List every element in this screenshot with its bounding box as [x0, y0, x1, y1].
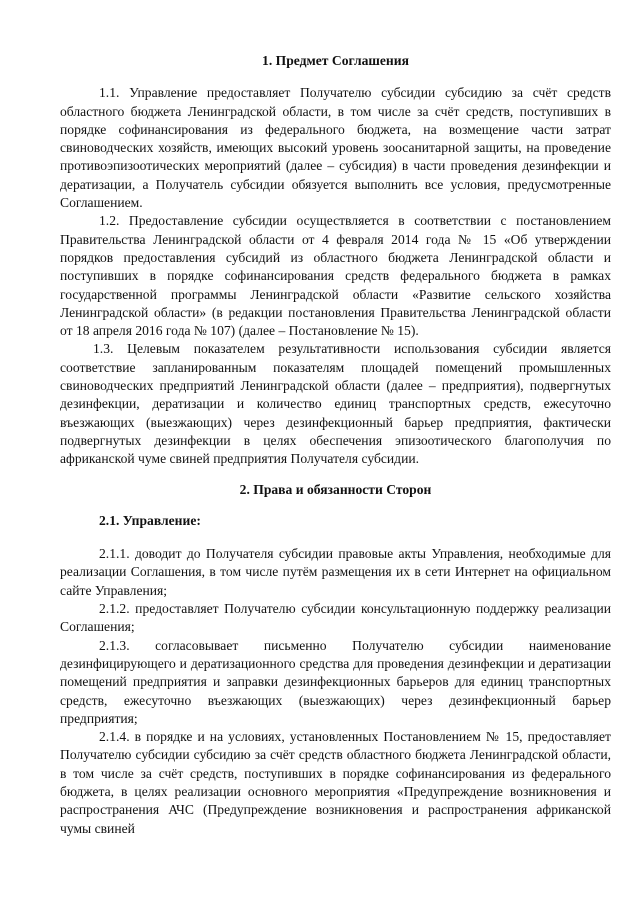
section-1-title: 1. Предмет Соглашения	[262, 53, 409, 68]
clause-2-1-3: 2.1.3. согласовывает письменно Получателю субсидии наименование дезинфицирующего и дератизационного средства для проведения дезинфекции и дератизации помещений предприятия и заправки дезинфекционных барьеров для единиц транспортных средств, ежесуточно въезжающих (выезжающих) через дезинфекционный барьер предприятия;	[60, 637, 611, 726]
document-page	[60, 52, 611, 838]
clause-2-1-2: 2.1.2. предоставляет Получателю субсидии консультационную поддержку реализации Соглашения;	[60, 601, 611, 635]
clause-2-1-4: 2.1.4. в порядке и на условиях, установленных Постановлением № 15, предоставляет Получателю субсидии субсидию за счёт средств областного бюджета Ленинградской области, в том числе за счёт средств, поступивших в порядке софинансирования из федерального бюджета, в целях реализации основного мероприятия «Предупреждение возникновения и распространения АЧС (Предупреждение возникновения и распространения африканской чумы свиней	[60, 729, 611, 836]
clause-1-1: 1.1. Управление предоставляет Получателю субсидии субсидию за счёт средств областного бюджета Ленинградской области, в том числе за счёт средств, поступивших в порядке софинансирования из федерального бюджета, на возмещение части затрат свиноводческих хозяйств, имеющих высокий уровень зоосанитарной защиты, на проведение противоэпизоотических мероприятий (далее – субсидия) в части проведения дезинфекции и дератизации, а Получатель субсидии обязуется выполнить все условия, предусмотренные Соглашением.	[60, 85, 611, 211]
clause-2-1-1: 2.1.1. доводит до Получателя субсидии правовые акты Управления, необходимые для реализации Соглашения, в том числе путём размещения их в сети Интернет на официальном сайте Управления;	[60, 546, 611, 598]
subsection-2-1-title: 2.1. Управление:	[99, 512, 201, 528]
clause-1-2: 1.2. Предоставление субсидии осуществляется в соответствии с постановлением Правительства Ленинградской области от 4 февраля 2014 года № 15 «Об утверждении порядков предоставления субсидий из областного бюджета Ленинградской области и поступивших в порядке софинансирования средств федерального бюджета в рамках государственной программы Ленинградской области «Развитие сельского хозяйства Ленинградской области» (в редакции постановления Правительства Ленинградской области от 18 апреля 2016 года № 107) (далее – Постановление № 15).	[60, 213, 611, 339]
section-2-title: 2. Права и обязанности Сторон	[239, 481, 432, 497]
clause-1-3: 1.3. Целевым показателем результативности использования субсидии является соответствие запланированным показателям площадей помещений промышленных свиноводческих предприятий Ленинградской области (далее – предприятия), подвергнутых дезинфекции, дератизации и количество единиц транспортных средств, ежесуточно въезжающих (выезжающих) через дезинфекционный барьер предприятия, фактически подвергнутых дезинфекции в целях обеспечения эпизоотического благополучия по африканской чуме свиней предприятия Получателя субсидии.	[60, 341, 611, 467]
